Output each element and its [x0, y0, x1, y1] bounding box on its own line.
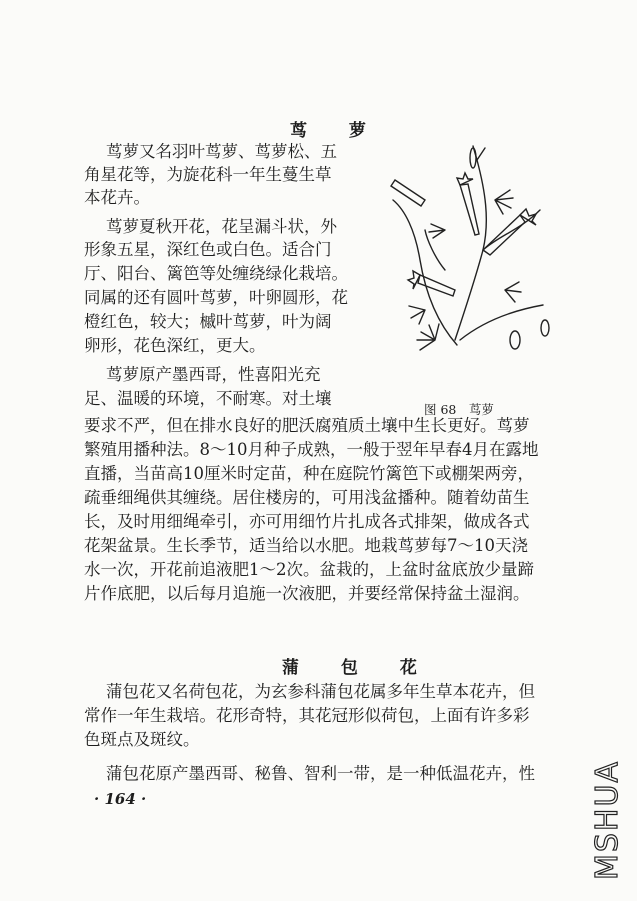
text-line: 足、温暖的环境，不耐寒。对土壤	[84, 389, 332, 408]
text-line: 同属的还有圆叶茑萝，叶卵圆形，花	[84, 288, 348, 307]
text-line: 茑萝夏秋开花，花呈漏斗状，外	[106, 217, 337, 236]
text-line: 直播，当苗高10厘米时定苗，种在庭院竹篱笆下或棚架两旁，	[84, 464, 534, 483]
watermark-logo: MSHUA	[590, 760, 625, 880]
morning-glory-vine-illustration	[365, 140, 565, 380]
text-line: 常作一年生栽培。花形奇特，其花冠形似荷包，上面有许多彩	[84, 706, 530, 725]
text-line: 茑萝原产墨西哥，性喜阳光充	[106, 365, 321, 384]
text-line: 卵形，花色深红，更大。	[84, 336, 266, 355]
text-line: 厅、阳台、篱笆等处缠绕绿化栽培。	[84, 264, 348, 283]
text-line: 色斑点及斑纹。	[84, 730, 200, 749]
text-line: 花架盆景。生长季节，适当给以水肥。地栽茑萝每7～10天浇	[84, 536, 528, 555]
text-line: 茑萝又名羽叶茑萝、茑萝松、五	[106, 142, 337, 161]
text-line: 要求不严，但在排水良好的肥沃腐殖质土壤中生长更好。茑萝	[84, 416, 530, 435]
text-line: 形象五星，深红色或白色。适合门	[84, 240, 332, 259]
text-line: 橙红色，较大；槭叶茑萝，叶为阔	[84, 312, 332, 331]
section-title-niaoluo: 茑 萝	[290, 121, 384, 141]
page-number: · 164 ·	[94, 790, 147, 808]
figure-caption: 图 68 茑萝	[424, 402, 494, 417]
text-line: 繁殖用播种法。8～10月种子成熟，一般于翌年早春4月在露地	[84, 440, 539, 459]
section-title-pubaohua: 蒲 包 花	[282, 658, 435, 678]
text-line: 片作底肥，以后每月追施一次液肥，并要经常保持盆土湿润。	[84, 584, 530, 603]
text-line: 长，及时用细绳牵引，亦可用细竹片扎成各式排架，做成各式	[84, 512, 530, 531]
text-line: 疏垂细绳供其缠绕。居住楼房的，可用浅盆播种。随着幼苗生	[84, 488, 530, 507]
text-line: 蒲包花又名荷包花，为玄参科蒲包花属多年生草本花卉，但	[106, 682, 535, 701]
text-line: 蒲包花原产墨西哥、秘鲁、智利一带，是一种低温花卉，性	[106, 764, 535, 783]
text-line: 角星花等，为旋花科一年生蔓生草	[84, 165, 332, 184]
text-line: 本花卉。	[84, 188, 150, 207]
text-line: 水一次，开花前追液肥1～2次。盆栽的，上盆时盆底放少量蹄	[84, 560, 534, 579]
